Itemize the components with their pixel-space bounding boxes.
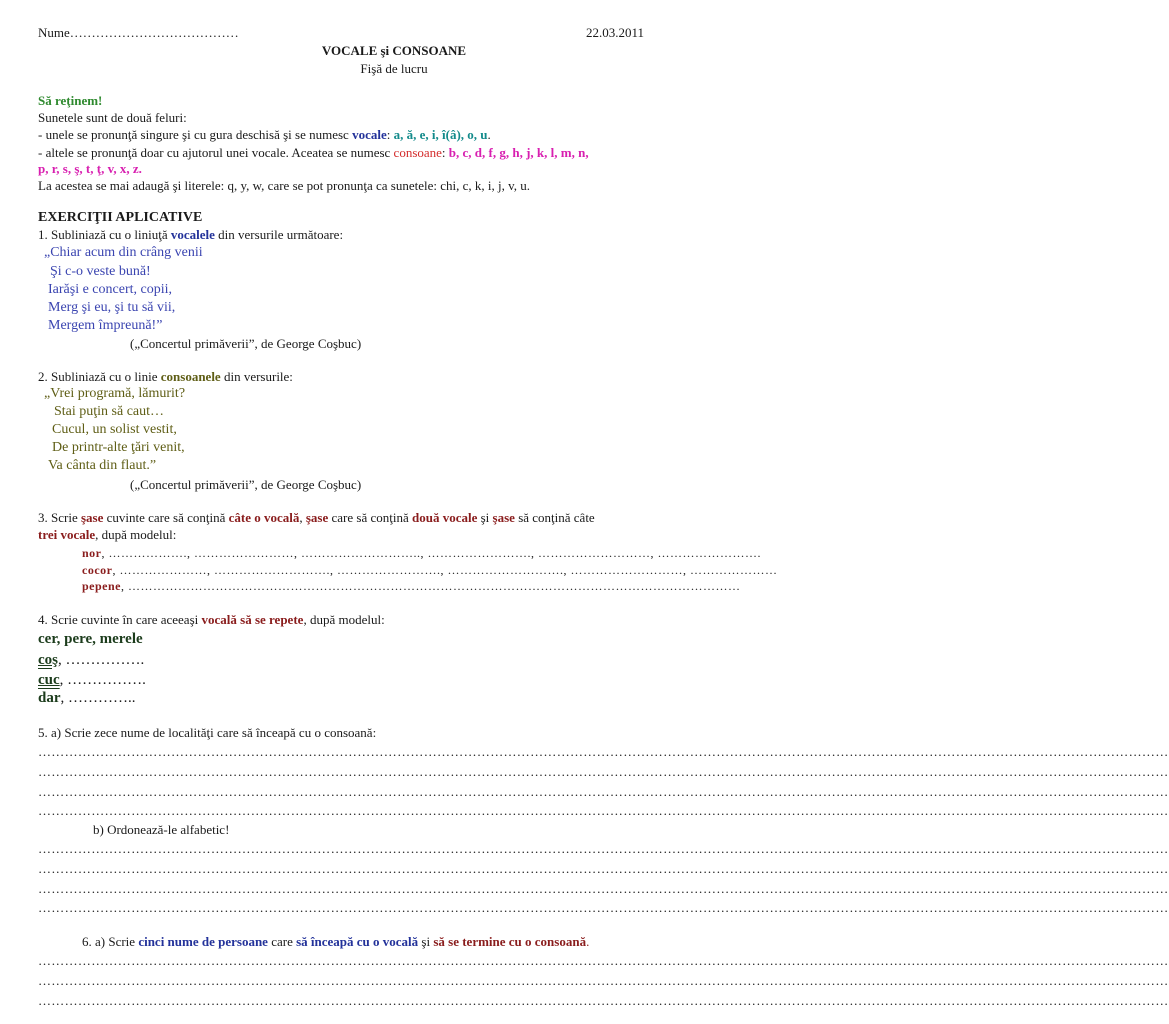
- exercise-4-prompt: [38, 612, 385, 628]
- exercise-1-text: 1. Subliniază cu o liniuţă: [38, 227, 171, 242]
- exercise-6-term: cinci nume de persoane: [138, 934, 268, 949]
- exercise-3-text: 3. Scrie: [38, 510, 81, 525]
- exercise-3-six: şase: [305, 510, 329, 525]
- exercise-4-row[interactable]: [38, 672, 146, 688]
- exercise-4-text: 4. Scrie cuvinte în care aceeaşi: [38, 612, 202, 627]
- exercise-1-source: („Concertul primăverii”, de George Coşbuc): [130, 336, 362, 351]
- exercise-3-prompt-2: [38, 527, 176, 543]
- vowel-letters: a, ă, e, i, î(â), o, u: [393, 127, 488, 142]
- exercise-4-word: cuc: [38, 672, 60, 688]
- consonant-letters-b: p, r, s, ş, t, ţ, v, x, z.: [38, 161, 142, 176]
- intro-line-2: [38, 127, 491, 143]
- exercise-6-term: să se termine cu o consoană: [433, 934, 587, 949]
- exercise-6-text: 6. a) Scrie: [82, 934, 139, 949]
- exercise-2-verse: Stai puţin să caut…: [54, 404, 165, 419]
- answer-line[interactable]: …………………………………………………………………………………………………………………………………………………………………………………………………………………………………: [38, 993, 1169, 1008]
- answer-line[interactable]: …………………………………………………………………………………………………………………………………………………………………………………………………………………………………: [38, 861, 1169, 876]
- exercise-4-text-end: , după modelul:: [303, 612, 385, 627]
- answer-dots: , ………………., ……………………, ……………………….., ……………………., ………………………, …………………….: [101, 546, 761, 560]
- exercise-2-prompt: [38, 369, 293, 385]
- remember-heading: Să reţinem!: [38, 93, 103, 108]
- name-field-label: Nume…………………………………: [38, 25, 239, 40]
- exercise-4-term: vocală să se repete: [201, 612, 304, 627]
- exercise-4-row[interactable]: [38, 690, 136, 706]
- exercise-2-source: („Concertul primăverii”, de George Coşbuc): [130, 477, 362, 492]
- exercise-1-verse: „Chiar acum din crâng venii: [44, 245, 203, 260]
- answer-line[interactable]: …………………………………………………………………………………………………………………………………………………………………………………………………………………………………: [38, 881, 1169, 896]
- answer-line[interactable]: …………………………………………………………………………………………………………………………………………………………………………………………………………………………………: [38, 973, 1169, 988]
- intro-line-2-text: - unele se pronunţă singure şi cu gura deschisă şi se numesc: [38, 127, 353, 142]
- answer-line[interactable]: …………………………………………………………………………………………………………………………………………………………………………………………………………………………………: [38, 900, 1169, 915]
- exercise-2-term: consoanele: [160, 369, 221, 384]
- model-word-nor: nor: [82, 546, 102, 560]
- exercise-2-verse: „Vrei programă, lămurit?: [44, 386, 186, 401]
- exercise-1-verse: Iarăşi e concert, copii,: [48, 282, 172, 297]
- exercise-3-three-vowels: trei vocale: [38, 527, 96, 542]
- exercise-3-text: şi: [477, 510, 493, 525]
- exercise-3-two-vowels: două vocale: [412, 510, 478, 525]
- exercise-4-row[interactable]: [38, 652, 144, 668]
- exercise-4-word: dar: [38, 690, 61, 706]
- intro-line-3: [38, 145, 589, 161]
- exercise-3-one-vowel: câte o vocală: [228, 510, 300, 525]
- exercise-6a-prompt: [82, 934, 589, 950]
- answer-line[interactable]: …………………………………………………………………………………………………………………………………………………………………………………………………………………………………: [38, 953, 1169, 968]
- intro-line-3-text: - altele se pronunţă doar cu ajutorul unei vocale. Aceatea se numesc: [38, 145, 394, 160]
- intro-colon: :: [386, 127, 394, 142]
- worksheet-date: 22.03.2011: [586, 25, 645, 40]
- exercise-6-period: .: [586, 934, 590, 949]
- answer-dots: , …………………………………………………………………………………………………………………………………: [121, 579, 741, 593]
- intro-line-4: La acestea se mai adaugă şi literele: q, y, w, care se pot pronunţa ca sunetele: chi, c, k, i, j, v, u.: [38, 178, 531, 193]
- exercise-3-text: , după modelul:: [95, 527, 177, 542]
- answer-line[interactable]: …………………………………………………………………………………………………………………………………………………………………………………………………………………………………: [38, 764, 1169, 779]
- exercises-heading: EXERCIŢII APLICATIVE: [38, 210, 203, 225]
- exercise-4-word: coş: [38, 652, 58, 668]
- answer-line[interactable]: …………………………………………………………………………………………………………………………………………………………………………………………………………………………………: [38, 841, 1169, 856]
- exercise-2-text-end: din versurile:: [220, 369, 293, 384]
- page-title: VOCALE şi CONSOANE: [321, 43, 467, 58]
- intro-line-1: Sunetele sunt de două feluri:: [38, 110, 187, 125]
- model-word-cocor: cocor: [82, 563, 113, 577]
- answer-line[interactable]: …………………………………………………………………………………………………………………………………………………………………………………………………………………………………: [38, 744, 1169, 759]
- exercise-6-text: şi: [418, 934, 434, 949]
- exercise-3-text: care să conţină: [328, 510, 412, 525]
- exercise-6-term: să înceapă cu o vocală: [296, 934, 419, 949]
- exercise-4-model: cer, pere, merele: [38, 631, 143, 647]
- exercise-3-text: ,: [299, 510, 306, 525]
- consonant-letters-a: b, c, d, f, g, h, j, k, l, m, n,: [448, 145, 589, 160]
- exercise-3-model-row[interactable]: [82, 545, 761, 561]
- exercise-1-text-end: din versurile următoare:: [214, 227, 344, 242]
- intro-period: .: [487, 127, 491, 142]
- exercise-2-verse: De printr-alte ţări venit,: [52, 440, 185, 455]
- exercise-1-term: vocalele: [170, 227, 215, 242]
- exercise-3-text: să conţină câte: [514, 510, 595, 525]
- exercise-6-text: care: [267, 934, 297, 949]
- exercise-3-text: cuvinte care să conţină: [103, 510, 229, 525]
- exercise-3-six: şase: [80, 510, 104, 525]
- exercise-1-verse: Mergem împreună!”: [48, 318, 163, 333]
- exercise-3-model-row[interactable]: [82, 562, 778, 578]
- intro-colon: :: [441, 145, 449, 160]
- exercise-1-verse: Şi c-o veste bună!: [50, 264, 151, 279]
- answer-dots: , …………….: [58, 652, 145, 668]
- model-word-pepene: pepene: [82, 579, 121, 593]
- page-subtitle: Fişă de lucru: [360, 61, 428, 76]
- exercise-1-verse: Merg şi eu, şi tu să vii,: [48, 300, 176, 315]
- exercise-3-prompt: [38, 510, 595, 526]
- exercise-1-prompt: [38, 227, 343, 243]
- answer-dots: , …………………, ………………………., ……………………., ………………………., ………………………, …………………: [112, 563, 778, 577]
- answer-line[interactable]: …………………………………………………………………………………………………………………………………………………………………………………………………………………………………: [38, 803, 1169, 818]
- exercise-3-six: şase: [492, 510, 515, 525]
- answer-dots: , …………….: [59, 672, 146, 688]
- vowels-term: vocale: [352, 127, 387, 142]
- exercise-2-verse: Va cânta din flaut.”: [48, 458, 157, 473]
- exercise-2-text: 2. Subliniază cu o linie: [38, 369, 161, 384]
- answer-line[interactable]: …………………………………………………………………………………………………………………………………………………………………………………………………………………………………: [38, 784, 1169, 799]
- exercise-3-model-row[interactable]: [82, 578, 748, 594]
- answer-dots: , …………..: [60, 690, 136, 706]
- consonants-term: consoane: [393, 145, 442, 160]
- exercise-2-verse: Cucul, un solist vestit,: [52, 422, 177, 437]
- exercise-5b-prompt: b) Ordonează-le alfabetic!: [93, 822, 230, 837]
- exercise-5a-prompt: 5. a) Scrie zece nume de localităţi care să înceapă cu o consoană:: [38, 725, 377, 740]
